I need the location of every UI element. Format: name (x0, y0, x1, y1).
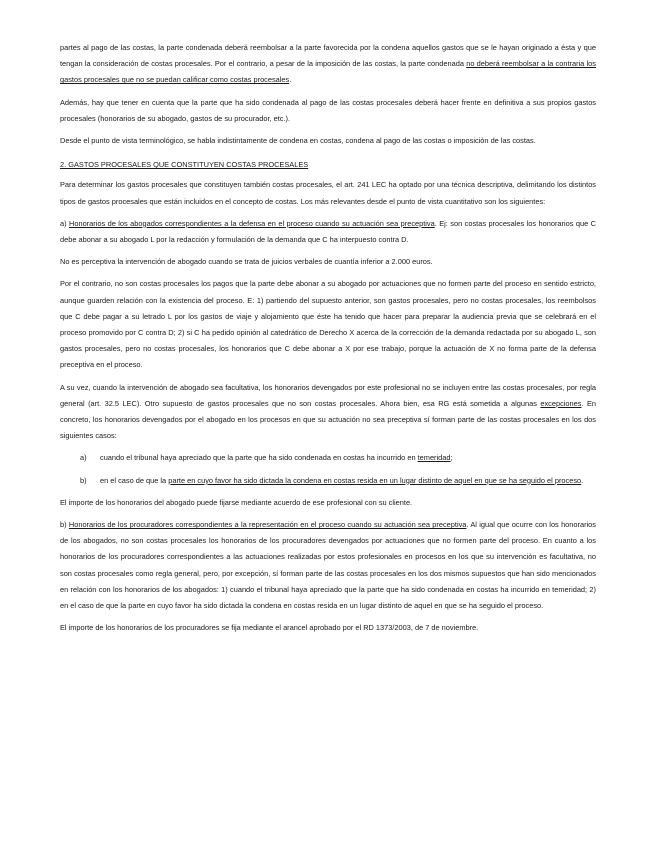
paragraph-optional-lawyer (60, 380, 596, 445)
paragraph-not-costs: Por el contrario, no son costas procesales los pagos que la parte debe abonar a su abogado por actuaciones que no formen parte del proceso en sentido estricto, aunque guarden relación con la existencia del proceso. E: 1) partiendo del supuesto anterior, son gastos procesales, pero no costas procesales, los reembolsos que C debe pagar a su letrado L por los gastos de viaje y alojamiento que éste ha tenido que hacer para preparar la audiencia previa que se celebrará en el proceso promovido por C contra D; 2) si C ha pedido opinión al catedrático de Derecho X acerca de la corrección de la demanda redactada por su abogado L, son gastos procesales, pero no costas procesales, los honorarios que C debe abonar a X por ese trabajo, porque la actuación de X no forma parte de la defensa preceptiva en el proceso. (60, 279, 596, 370)
text-run: . (289, 75, 292, 85)
list-item (60, 473, 596, 489)
paragraph-own-expenses: Además, hay que tener en cuenta que la parte que ha sido condenada al pago de las costas procesales deberá hacer frente en definitiva a sus propios gastos procesales (honorarios de su abogado, gastos de su procurador, etc.). (60, 97, 596, 123)
paragraph-procurator-tariff: El importe de los honorarios de los procuradores se fija mediante el arancel aprobado por el RD 1373/2003, de 7 de noviembre. (60, 623, 479, 633)
paragraph-costs-reimbursement (60, 40, 596, 89)
list-item-text: en el caso de que la parte en cuyo favor ha sido dictada la condena en costas resida en un lugar distinto de aquel en que se ha seguido el proceso. (100, 475, 584, 485)
underlined-text: parte en cuyo favor ha sido dictada la condena en costas resida en un lugar distinto de aquel en que se ha seguido el proceso (168, 475, 582, 485)
paragraph-verbal-trials: No es perceptiva la intervención de abogado cuando se trata de juicios verbales de cuantía inferior a 2.000 euros. (60, 257, 433, 267)
text-run: . En concreto, los honorarios devengados por el abogado en los procesos en que su actuación no sea preceptiva sí forman parte de las costas procesales en los dos siguientes casos: (60, 398, 596, 441)
list-item-text: cuando el tribunal haya apreciado que la parte que ha sido condenada en costas ha incurrido en temeridad; (100, 453, 453, 463)
text-run: partes al pago de las costas, la parte condenada deberá reembolsar a la parte favorecida por la condena aquellos gastos que se le hayan originado a ésta y que tengan la consideración de costas procesales. Por el contrario, a pesar de la imposición de las costas, la parte condenada (60, 43, 596, 69)
paragraph-procurator-fees (60, 517, 596, 614)
text-run: b) (60, 520, 69, 530)
paragraph-terminology: Desde el punto de vista terminológico, se habla indistintamente de condena en costas, condena al pago de las costas o imposición de las costas. (60, 136, 536, 146)
text-run: . Ej: son costas procesales los honorarios que C debe abonar a su abogado L por la redacción y formulación de la demanda que C ha interpuesto contra D. (60, 218, 596, 245)
text-run: . Al igual que ocurre con los honorarios de los abogados, no son costas procesales los honorarios de los procuradores devengados por actuaciones que no formen parte del proceso. En cuanto a los honorarios de los procuradores correspondientes a las actuaciones realizadas por estos profesionales en procesos en los que su intervención es facultativa, no son costas procesales como regla general, pero, por excepción, sí forman parte de las costas procesales en los dos mismos supuestos que han sido mencionados en relación con los honorarios de los abogados: 1) cuando el tribunal haya apreciado que la parte que ha sido condenada en costas ha incurrido en temeridad; 2) en el caso de que la parte en cuyo favor ha sido dictada la condena en costas resida en un lugar distinto de aquel en que se ha seguido el proceso. (60, 520, 596, 611)
underlined-text: excepciones (540, 398, 582, 408)
paragraph-art-241: Para determinar los gastos procesales que constituyen también costas procesales, el art. 241 LEC ha optado por una técnica descriptiva, delimitando los distintos tipos de gastos procesales que están incluidos en el concepto de costas. Los más relevantes desde el punto de vista cuantitativo son los siguientes: (60, 180, 596, 206)
paragraph-lawyer-fees (60, 216, 596, 248)
underlined-text: Honorarios de los abogados correspondientes a la defensa en el proceso cuando su actuación sea preceptiva (69, 218, 435, 228)
underlined-text: no deberá reembolsar a la contraria los gastos procesales que no se puedan calificar como costas procesales (60, 59, 596, 85)
underlined-text: Honorarios de los procuradores correspondientes a la representación en el proceso cuando su actuación sea preceptiva (68, 520, 467, 530)
underlined-text: temeridad (417, 453, 451, 463)
paragraph-lawyer-fee-agreement: El importe de los honorarios del abogado puede fijarse mediante acuerdo de ese profesional con su cliente. (60, 497, 413, 507)
list-marker: b) (80, 475, 87, 485)
document-page (60, 40, 596, 643)
section-heading: 2. GASTOS PROCESALES QUE CONSTITUYEN COSTAS PROCESALES (60, 160, 309, 170)
text-run: a) (60, 218, 70, 228)
list-item (60, 450, 596, 466)
text-run: A su vez, cuando la intervención de abogado sea facultativa, los honorarios devengados por este profesional no se incluyen entre las costas procesales, por regla general (art. 32.5 LEC). Otro supuesto de gastos procesales que no son costas procesales. Ahora bien, esa RG está sometida a algunas (60, 382, 596, 408)
list-marker: a) (80, 453, 87, 463)
